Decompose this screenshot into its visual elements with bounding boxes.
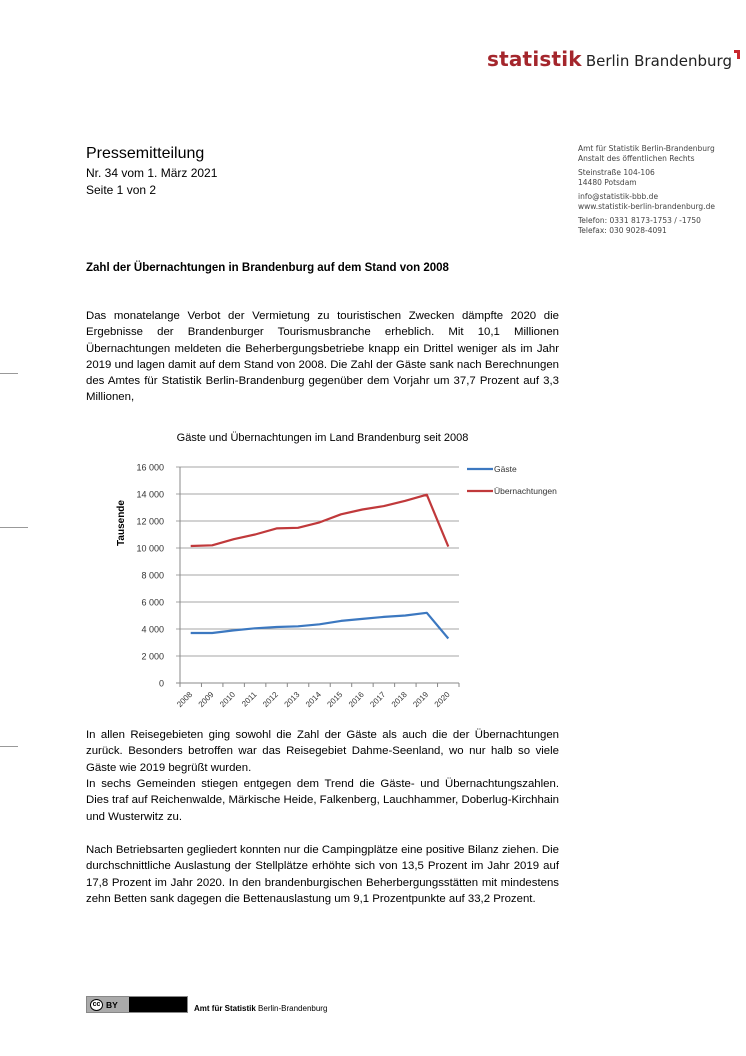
y-tick-label: 10 000 — [136, 543, 164, 554]
x-tick-label: 2017 — [368, 690, 388, 709]
body-text-3: Nach Betriebsarten gegliedert konnten nur die Campingplätze eine positive Bilanz ziehen. Die durchschnittliche Auslastung der Stellplätze erhöhte sich von 13,5 Prozent im Jahr 2019 auf 17,8 Prozent im Jahr 2020. In den brandenburgischen Beherbergungsstätten mit mindestens zehn Betten sank dagegen die Bettenauslastung um 9,1 Prozentpunkte auf 33,2 Prozent. — [86, 844, 559, 905]
x-tick-label: 2016 — [346, 690, 366, 709]
chart-title: Gäste und Übernachtungen im Land Brandenburg seit 2008 — [176, 432, 469, 444]
y-tick-label: 14 000 — [136, 489, 164, 500]
footer-org-rest: Berlin-Brandenburg — [258, 1004, 328, 1013]
y-tick-label: 6 000 — [141, 597, 164, 608]
address-legal: Anstalt des öffentlichen Rechts — [578, 154, 695, 163]
y-tick-label: 12 000 — [136, 516, 164, 527]
x-tick-label: 2009 — [196, 690, 216, 709]
y-tick-label: 4 000 — [141, 624, 164, 635]
y-tick-label: 16 000 — [136, 462, 164, 473]
body-paragraph-1 — [86, 727, 559, 776]
body-paragraph-3 — [86, 842, 559, 907]
x-tick-label: 2012 — [261, 690, 280, 709]
x-tick-label: 2018 — [389, 690, 409, 709]
headline: Zahl der Übernachtungen in Brandenburg auf dem Stand von 2008 — [86, 262, 449, 274]
address-web[interactable]: www.statistik-berlin-brandenburg.de — [578, 202, 715, 211]
address-street: Steinstraße 104-106 — [578, 168, 655, 177]
intro-text: Das monatelange Verbot der Vermietung zu touristischen Zwecken dämpfte 2020 die Ergebnisse der Brandenburger Tourismusbranche erheblich. Mit 10,1 Millionen Übernachtungen meldeten die Beherbergungsbetriebe knapp ein Drittel weniger als im Jahr 2019 und lagen damit auf dem Stand von 2008. Die Zahl der Gäste sank nach Berechnungen des Amtes für Statistik Berlin-Brandenburg gegenüber dem Vorjahr um 37,7 Prozent auf 3,3 Millionen, — [86, 310, 559, 404]
series-line-gäste — [191, 613, 449, 639]
footer-org-bold: Amt für Statistik — [194, 1004, 256, 1013]
body-text-2: In sechs Gemeinden stiegen entgegen dem Trend die Gäste- und Übernachtungszahlen. Dies traf auf Reichenwalde, Märkische Heide, Falkenberg, Lauchhammer, Doberlug-Kirchhain und Wusterwitz zu. — [86, 778, 559, 823]
body-paragraph-2 — [86, 776, 559, 825]
x-tick-label: 2020 — [432, 690, 452, 709]
legend — [467, 464, 557, 496]
y-tick-label: 2 000 — [141, 651, 164, 662]
x-tick-label: 2019 — [411, 690, 431, 709]
y-axis-label: Tausende — [116, 500, 127, 546]
x-tick-label: 2011 — [240, 690, 259, 709]
legend-label: Gäste — [494, 464, 517, 474]
address-email[interactable]: info@statistik-bbb.de — [578, 192, 659, 201]
address-phone: Telefon: 0331 8173-1753 / -1750 — [578, 216, 701, 225]
address-fax: Telefax: 030 9028-4091 — [578, 226, 667, 235]
logo-brand: statistik — [487, 47, 582, 71]
page-indicator: Seite 1 von 2 — [86, 183, 157, 197]
grid-lines — [176, 467, 459, 656]
by-label: BY — [106, 999, 118, 1010]
footer-organization — [194, 1004, 327, 1013]
address-org: Amt für Statistik Berlin-Brandenburg — [578, 144, 715, 153]
cc-by-license-badge[interactable] — [86, 996, 188, 1013]
x-tick-label: 2013 — [282, 690, 302, 709]
x-tick-label: 2008 — [175, 690, 195, 709]
logo-text: Berlin Brandenburg — [585, 52, 732, 70]
axis-labels — [136, 463, 452, 709]
axes — [176, 467, 459, 687]
x-tick-label: 2015 — [325, 690, 345, 709]
release-number: Nr. 34 vom 1. März 2021 — [86, 166, 218, 180]
y-tick-label: 0 — [158, 678, 164, 689]
series-lines — [191, 495, 449, 639]
x-tick-label: 2010 — [218, 690, 238, 709]
x-tick-label: 2014 — [303, 690, 323, 709]
document-type: Pressemitteilung — [86, 145, 205, 162]
body-text-1: In allen Reisegebieten ging sowohl die Zahl der Gäste als auch die der Übernachtungen zurück. Besonders betroffen war das Reisegebiet Dahme-Seenland, wo nur halb so viele Gäste wie 2019 begrüßt wurden. — [86, 729, 559, 774]
legend-label: Übernachtungen — [494, 486, 557, 496]
cc-icon: cc — [90, 999, 103, 1011]
address-city: 14480 Potsdam — [578, 178, 637, 187]
y-tick-label: 8 000 — [141, 570, 164, 581]
footer — [86, 996, 327, 1013]
